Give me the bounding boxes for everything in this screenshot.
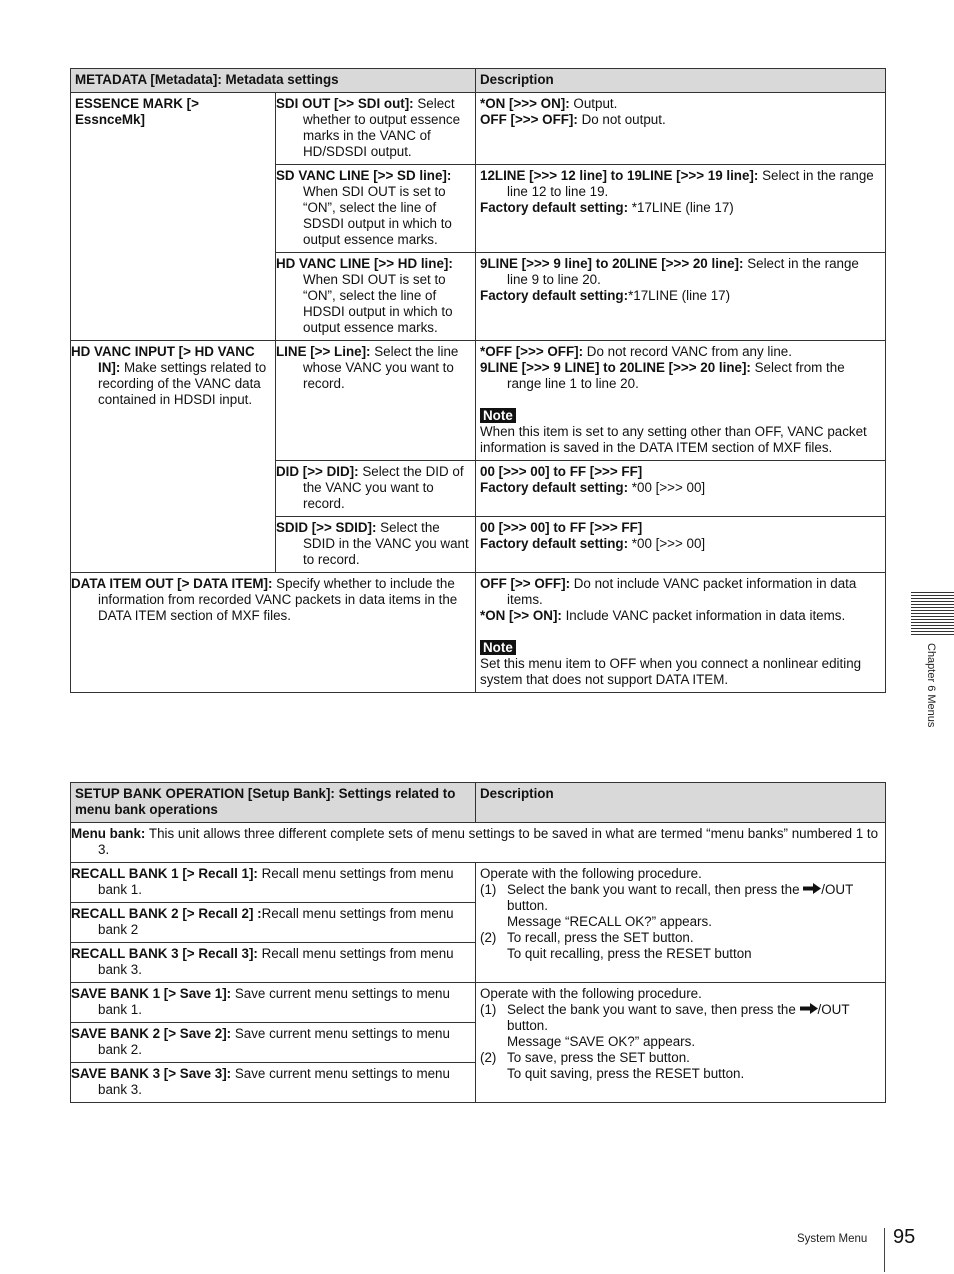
line-description bbox=[476, 341, 886, 461]
item-name: RECALL BANK 3 [> Recall 3]: bbox=[71, 946, 258, 961]
default-value: *17LINE (line 17) bbox=[628, 200, 734, 215]
save-procedure bbox=[476, 983, 886, 1103]
step-text: /OUT button. bbox=[507, 882, 854, 913]
option-name: 12LINE [>>> 12 line] to 19LINE [>>> 19 line]: bbox=[480, 168, 759, 183]
step-number: (2) bbox=[480, 1050, 497, 1065]
recall-procedure bbox=[476, 863, 886, 983]
hd-vanc-input-label bbox=[71, 341, 276, 573]
item-desc: Recall menu settings from menu bank 1. bbox=[98, 866, 454, 897]
default-label: Factory default setting: bbox=[480, 536, 629, 551]
default-value: *00 [>>> 00] bbox=[628, 536, 706, 551]
item-name: SDID [>> SDID]: bbox=[276, 520, 377, 535]
step-text: To recall, press the SET button. bbox=[507, 930, 694, 945]
table-row bbox=[71, 983, 886, 1023]
recall-bank-2-item bbox=[71, 903, 476, 943]
item-name: SD VANC LINE [>> SD line]: bbox=[276, 168, 452, 183]
table-header-row bbox=[71, 783, 886, 823]
recall-bank-3-item bbox=[71, 943, 476, 983]
table-row bbox=[71, 93, 886, 165]
sdid-item bbox=[276, 517, 476, 573]
item-desc: This unit allows three different complete sets of menu settings to be saved in what are termed “menu banks” numbered 1 to 3. bbox=[98, 826, 879, 857]
recall-bank-1-item bbox=[71, 863, 476, 903]
step-message: To quit saving, press the RESET button. bbox=[507, 1066, 745, 1081]
procedure-intro: Operate with the following procedure. bbox=[480, 866, 702, 881]
sdi-out-item bbox=[276, 93, 476, 165]
note-text: When this item is set to any setting other than OFF, VANC packet information is saved in the DATA ITEM section of MXF files. bbox=[480, 424, 867, 455]
step-message: Message “RECALL OK?” appears. bbox=[507, 914, 712, 929]
step-message: Message “SAVE OK?” appears. bbox=[507, 1034, 696, 1049]
item-desc: When SDI OUT is set to “ON”, select the line of HDSDI output in which to output essence marks. bbox=[303, 272, 453, 335]
default-value: *17LINE (line 17) bbox=[628, 288, 731, 303]
metadata-header: METADATA [Metadata]: Metadata settings bbox=[71, 69, 476, 93]
step-number: (1) bbox=[480, 1002, 497, 1017]
sd-vanc-line-description bbox=[476, 165, 886, 253]
description-header: Description bbox=[476, 69, 886, 93]
step-number: (2) bbox=[480, 930, 497, 945]
item-name: Menu bank: bbox=[71, 826, 146, 841]
table-row bbox=[71, 341, 886, 461]
option-name: *ON [>>> ON]: bbox=[480, 96, 570, 111]
item-desc: Select whether to output essence marks in the VANC of HD/SDSDI output. bbox=[303, 96, 461, 159]
hd-vanc-line-item bbox=[276, 253, 476, 341]
item-desc: Recall menu settings from menu bank 2 bbox=[98, 906, 454, 937]
item-name: HD VANC LINE [>> HD line]: bbox=[276, 256, 453, 271]
step-text: To save, press the SET button. bbox=[507, 1050, 690, 1065]
item-desc: Select the line whose VANC you want to record. bbox=[303, 344, 459, 391]
option-name: OFF [>>> OFF]: bbox=[480, 112, 578, 127]
step-text: Select the bank you want to recall, then press the bbox=[507, 882, 804, 897]
item-name: SDI OUT [>> SDI out]: bbox=[276, 96, 414, 111]
table-row bbox=[71, 823, 886, 863]
item-name: HD VANC INPUT [> HD VANC IN]: bbox=[71, 344, 255, 375]
option-desc: Select in the range line 12 to line 19. bbox=[507, 168, 874, 199]
option-name: 00 [>>> 00] to FF [>>> FF] bbox=[480, 520, 643, 535]
default-value: *00 [>>> 00] bbox=[628, 480, 706, 495]
note-badge: Note bbox=[480, 640, 516, 655]
item-desc: Select the SDID in the VANC you want to record. bbox=[303, 520, 469, 567]
chapter-label: Chapter 6 Menus bbox=[925, 643, 937, 728]
option-desc: Output. bbox=[569, 96, 618, 111]
menu-bank-intro bbox=[71, 823, 886, 863]
option-name: OFF [>> OFF]: bbox=[480, 576, 571, 591]
sdi-out-description bbox=[476, 93, 886, 165]
save-bank-1-item bbox=[71, 983, 476, 1023]
item-desc: Save current menu settings to menu bank 2. bbox=[98, 1026, 450, 1057]
option-name: *OFF [>>> OFF]: bbox=[480, 344, 584, 359]
item-desc: Make settings related to recording of the VANC data contained in HDSDI input. bbox=[98, 360, 267, 407]
footer-section-label: System Menu bbox=[797, 1233, 868, 1245]
item-name: SAVE BANK 1 [> Save 1]: bbox=[71, 986, 232, 1001]
option-name: 9LINE [>>> 9 line] to 20LINE [>>> 20 line]: bbox=[480, 256, 744, 271]
default-label: Factory default setting: bbox=[480, 288, 629, 303]
option-desc: Select from the range line 1 to line 20. bbox=[507, 360, 845, 391]
did-item bbox=[276, 461, 476, 517]
option-name: *ON [>> ON]: bbox=[480, 608, 562, 623]
option-name: 00 [>>> 00] to FF [>>> FF] bbox=[480, 464, 643, 479]
option-name: 9LINE [>>> 9 LINE] to 20LINE [>>> 20 line]: bbox=[480, 360, 751, 375]
option-desc: Select in the range line 9 to line 20. bbox=[507, 256, 859, 287]
step-text: /OUT button. bbox=[507, 1002, 850, 1033]
option-desc: Do not include VANC packet information in data items. bbox=[507, 576, 857, 607]
sd-vanc-line-item bbox=[276, 165, 476, 253]
description-header: Description bbox=[476, 783, 886, 823]
item-name: RECALL BANK 1 [> Recall 1]: bbox=[71, 866, 258, 881]
item-desc: Specify whether to include the information from recorded VANC packets in data items in the DATA ITEM section of MXF files. bbox=[98, 576, 458, 623]
default-label: Factory default setting: bbox=[480, 480, 629, 495]
data-item-out-description bbox=[476, 573, 886, 693]
right-arrow-icon bbox=[803, 882, 821, 897]
footer-divider bbox=[884, 1228, 885, 1272]
metadata-settings-table bbox=[70, 68, 886, 693]
setup-bank-header: SETUP BANK OPERATION [Setup Bank]: Settings related to menu bank operations bbox=[71, 783, 476, 823]
item-desc: Save current menu settings to menu bank 1. bbox=[98, 986, 450, 1017]
option-desc: Do not output. bbox=[577, 112, 666, 127]
note-text: Set this menu item to OFF when you connect a nonlinear editing system that does not support DATA ITEM. bbox=[480, 656, 862, 687]
item-name: SAVE BANK 3 [> Save 3]: bbox=[71, 1066, 232, 1081]
table-row bbox=[71, 863, 886, 903]
save-bank-2-item bbox=[71, 1023, 476, 1063]
step-text: Select the bank you want to save, then press the bbox=[507, 1002, 800, 1017]
procedure-intro: Operate with the following procedure. bbox=[480, 986, 702, 1001]
note-badge: Note bbox=[480, 408, 516, 423]
item-name: RECALL BANK 2 [> Recall 2] : bbox=[71, 906, 262, 921]
item-name: LINE [>> Line]: bbox=[276, 344, 371, 359]
item-desc: When SDI OUT is set to “ON”, select the line of SDSDI output in which to output essence marks. bbox=[303, 184, 452, 247]
chapter-tab-marks bbox=[911, 592, 954, 635]
essence-mark-label: ESSENCE MARK [> EssnceMk] bbox=[71, 93, 276, 341]
item-desc: Save current menu settings to menu bank 3. bbox=[98, 1066, 450, 1097]
data-item-out-item bbox=[71, 573, 476, 693]
item-name: SAVE BANK 2 [> Save 2]: bbox=[71, 1026, 232, 1041]
sdid-description bbox=[476, 517, 886, 573]
option-desc: Do not record VANC from any line. bbox=[583, 344, 792, 359]
save-bank-3-item bbox=[71, 1063, 476, 1103]
item-name: DID [>> DID]: bbox=[276, 464, 359, 479]
setup-bank-table bbox=[70, 782, 886, 1103]
table-header-row bbox=[71, 69, 886, 93]
step-number: (1) bbox=[480, 882, 497, 897]
step-message: To quit recalling, press the RESET button bbox=[507, 946, 752, 961]
table-row bbox=[71, 573, 886, 693]
item-name: DATA ITEM OUT [> DATA ITEM]: bbox=[71, 576, 273, 591]
hd-vanc-line-description bbox=[476, 253, 886, 341]
option-desc: Include VANC packet information in data items. bbox=[561, 608, 846, 623]
line-item bbox=[276, 341, 476, 461]
page-number: 95 bbox=[893, 1226, 916, 1248]
right-arrow-icon bbox=[800, 1002, 818, 1017]
did-description bbox=[476, 461, 886, 517]
item-desc: Recall menu settings from menu bank 3. bbox=[98, 946, 454, 977]
default-label: Factory default setting: bbox=[480, 200, 629, 215]
item-desc: Select the DID of the VANC you want to record. bbox=[303, 464, 464, 511]
